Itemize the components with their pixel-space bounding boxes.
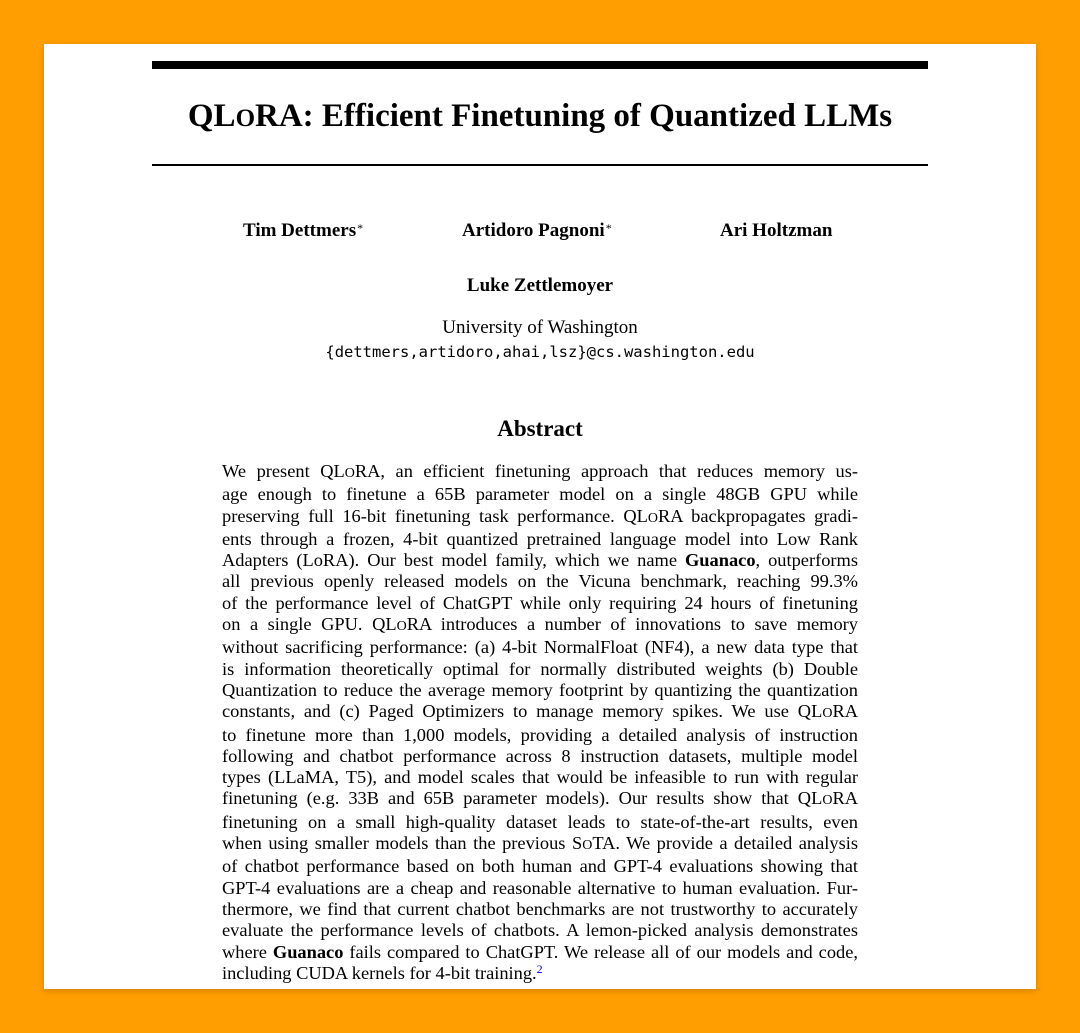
abstract-line: We present QLORA, an efficient finetuning approach that reduces memory us-	[222, 461, 858, 481]
abstract-heading: Abstract	[497, 416, 583, 441]
title-bottom-rule	[152, 164, 928, 166]
paper-page	[44, 44, 1036, 989]
abstract-line: GPT-4 evaluations are a cheap and reasonable alternative to human evaluation. Fur-	[222, 877, 858, 898]
abstract-line: finetuning on a small high-quality dataset leads to state-of-the-art results, even	[222, 811, 858, 832]
abstract-line: of chatbot performance based on both human and GPT-4 evaluations showing that	[222, 856, 858, 877]
equal-contribution-mark: *	[605, 221, 612, 235]
abstract-line: all previous openly released models on the Vicuna benchmark, reaching 99.3%	[222, 571, 858, 592]
abstract-line: including CUDA kernels for 4-bit training.$^2$	[222, 961, 543, 983]
abstract-line: when using smaller models than the previous SOTA. We provide a detailed analysis	[222, 833, 858, 854]
abstract-line: preserving full 16-bit finetuning task performance. QLORA backpropagates gradi-	[222, 505, 858, 526]
abstract-line: finetuning (e.g. 33B and 65B parameter models). Our results show that QLORA	[222, 788, 858, 809]
abstract-line: ents through a frozen, 4-bit quantized pretrained language model into Low Rank	[222, 528, 858, 549]
author-name: Artidoro Pagnoni	[462, 220, 605, 241]
author-artidoro-pagnoni	[462, 219, 612, 243]
author-ari-holtzman	[720, 219, 832, 243]
abstract-line: to finetune more than 1,000 models, providing a detailed analysis of instruction	[222, 724, 858, 745]
abstract-line: Quantization to reduce the average memory footprint by quantizing the quantization	[222, 679, 858, 700]
abstract-body	[222, 461, 858, 984]
abstract-line: of the performance level of ChatGPT while only requiring 24 hours of finetuning	[222, 592, 858, 613]
abstract-line: where Guanaco fails compared to ChatGPT. We release all of our models and code,	[222, 941, 858, 962]
abstract-line: following and chatbot performance across 8 instruction datasets, multiple model	[222, 745, 858, 766]
abstract-line: age enough to finetune a 65B parameter model on a single 48GB GPU while	[222, 484, 858, 505]
abstract-line: on a single GPU. QLORA introduces a number of innovations to save memory	[222, 614, 859, 635]
abstract-line: Adapters (LoRA). Our best model family, which we name Guanaco, outperforms	[222, 550, 858, 571]
author-name: Ari Holtzman	[720, 220, 833, 241]
title-suffix: RA: Efficient Finetuning of Quantized LLMs	[255, 98, 893, 134]
affiliation: University of Washington	[442, 317, 638, 338]
title-top-rule	[152, 61, 928, 69]
author-name: Luke Zettlemoyer	[466, 275, 614, 296]
equal-contribution-mark: *	[357, 221, 364, 235]
abstract-line: thermore, we find that current chatbot benchmarks are not trustworthy to accurately	[222, 898, 858, 919]
abstract-line: constants, and (c) Paged Optimizers to manage memory spikes. We use QLORA	[222, 701, 858, 722]
author-name: Tim Dettmers	[243, 220, 357, 241]
author-emails: {dettmers,artidoro,ahai,lsz}@cs.washington.edu	[325, 343, 755, 361]
title-prefix: QL	[187, 98, 236, 134]
author-tim-dettmers	[243, 219, 363, 243]
abstract-line: is information theoretically optimal for normally distributed weights (b) Double	[222, 658, 858, 679]
title-small-caps: O	[235, 105, 256, 132]
footnote-link[interactable]: 2	[536, 961, 543, 976]
abstract-line: without sacrificing performance: (a) 4-bit NormalFloat (NF4), a new data type that	[222, 637, 858, 658]
abstract-line: evaluate the performance levels of chatbots. A lemon-picked analysis demonstrates	[222, 920, 858, 941]
paper-title	[44, 96, 1036, 139]
author-luke-zettlemoyer	[44, 274, 1036, 298]
abstract-line: types (LLaMA, T5), and model scales that would be infeasible to run with regular	[222, 767, 858, 788]
